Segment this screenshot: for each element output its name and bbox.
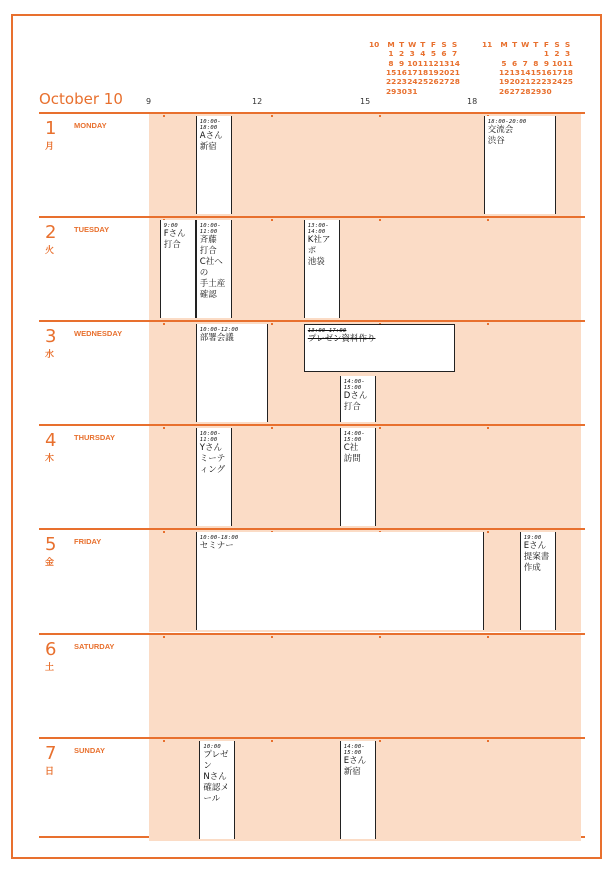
hour-tick [379,740,381,742]
mini-calendar-date[interactable]: 28 [449,77,460,87]
mini-calendar-date[interactable]: 26 [499,86,510,96]
day-name: TUESDAY [74,225,110,234]
mini-calendar-weekday: S [564,40,571,49]
mini-calendar-date[interactable]: 8 [533,58,539,68]
event-block[interactable] [196,324,268,422]
mini-calendar-date[interactable]: 18 [417,67,429,77]
day-kanji: 日 [45,766,55,776]
mini-calendar-date[interactable]: 28 [520,86,531,96]
mini-calendar-date[interactable]: 15 [386,67,397,77]
mini-calendar-weekday: W [521,40,530,49]
day-name: SUNDAY [74,746,105,755]
event-block[interactable] [340,376,376,422]
mini-calendar-date[interactable]: 13 [439,58,450,68]
event-text: 部署会議 [199,333,234,343]
mini-calendar-date[interactable]: 5 [430,49,436,59]
hour-tick [163,323,165,325]
hour-tick [271,636,273,638]
event-time: 13:00-14:00 [307,223,329,235]
day-kanji: 火 [45,245,55,255]
hour-tick [487,427,489,429]
event-text: Fさん 打合 [163,229,186,250]
mini-calendar-weekday: S [451,40,458,49]
mini-calendar-date[interactable]: 16 [396,67,407,77]
hour-tick [163,115,165,117]
mini-calendar-date[interactable]: 6 [441,49,447,59]
day-kanji: 月 [45,141,55,151]
mini-calendar-date[interactable]: 23 [541,77,552,87]
mini-calendar-month: 11 [482,40,493,49]
hour-tick [487,636,489,638]
event-text: プレゼン Nさん 確認メール [203,750,229,804]
mini-calendar-date[interactable]: 9 [543,58,549,68]
mini-calendar-date[interactable]: 27 [509,86,520,96]
event-block[interactable] [199,741,235,839]
hour-tick [271,427,273,429]
mini-calendar-date[interactable]: 26 [428,77,439,87]
mini-calendar-weekday: T [420,40,426,49]
event-time: 10:00-18:00 [199,535,239,541]
event-text: プレゼン資料作り [307,334,376,344]
day-kanji: 水 [45,349,55,359]
event-text: C社 訪問 [343,443,361,464]
mini-calendar-date[interactable]: 13 [509,67,520,77]
event-time: 14:00-15:00 [343,379,365,391]
mini-calendar-date[interactable]: 29 [530,86,542,96]
event-time: 14:00-15:00 [343,744,365,756]
event-block[interactable] [304,220,340,318]
event-block[interactable] [520,532,556,630]
mini-calendar-date[interactable]: 1 [388,49,394,59]
hour-tick [379,219,381,221]
hour-tick [271,219,273,221]
day-name: MONDAY [74,121,107,130]
hour-tick [487,740,489,742]
event-time: 18:00-20:00 [487,119,527,125]
hour-tick [163,531,165,533]
mini-calendar-weekday: S [441,40,447,49]
day-number: 2 [45,222,57,243]
hour-tick [379,115,381,117]
mini-calendar-date[interactable]: 22 [530,77,542,87]
mini-calendar-date[interactable]: 7 [452,49,458,59]
mini-calendar-date[interactable]: 2 [554,49,560,59]
mini-calendar-date[interactable]: 21 [520,77,531,87]
mini-calendar-date[interactable]: 27 [439,77,450,87]
mini-calendar-date[interactable]: 12 [499,67,510,77]
event-block[interactable] [340,741,376,839]
mini-calendar-date[interactable]: 10 [407,58,418,68]
mini-calendar-date[interactable]: 8 [388,58,394,68]
event-time: 10:00-11:00 [199,223,221,235]
day-number: 6 [45,639,57,660]
day-kanji: 金 [45,557,55,567]
mini-calendar-weekday: T [512,40,518,49]
mini-calendar-weekday: W [408,40,417,49]
mini-calendar-date[interactable]: 11 [562,58,573,68]
mini-calendar-date[interactable]: 7 [522,58,528,68]
mini-calendar-date[interactable]: 3 [565,49,571,59]
mini-calendar-weekday: S [554,40,560,49]
mini-calendar-date[interactable]: 1 [543,49,549,59]
mini-calendar-date[interactable]: 6 [512,58,518,68]
mini-calendar-date[interactable]: 23 [396,77,407,87]
event-text: K社アポ 池袋 [307,235,331,267]
event-text: セミナー [199,541,234,551]
mini-calendar-date[interactable]: 24 [407,77,418,87]
mini-calendar-date[interactable]: 21 [449,67,460,77]
mini-calendar-date[interactable]: 31 [407,86,418,96]
mini-calendar-date[interactable]: 30 [396,86,407,96]
mini-calendar-date[interactable]: 11 [417,58,429,68]
mini-calendar-date[interactable]: 14 [449,58,460,68]
event-time: 9:00 [163,223,178,229]
day-name: THURSDAY [74,433,115,442]
mini-calendar-weekday: M [387,40,395,49]
mini-calendar-date[interactable]: 12 [428,58,439,68]
event-time: 10:00-11:00 [199,431,221,443]
hour-tick [163,636,165,638]
mini-calendar-date[interactable]: 19 [499,77,510,87]
mini-calendar-date[interactable]: 25 [417,77,429,87]
hour-tick [271,323,273,325]
event-time: 10:00-12:00 [199,327,239,333]
event-time: 13:00-17:00 [307,328,347,334]
day-band [149,635,581,737]
event-text: 斉藤 打合 C社への 手土産 確認 [199,235,226,300]
mini-calendar-date[interactable]: 14 [520,67,531,77]
mini-calendar-date[interactable]: 22 [386,77,397,87]
day-number: 3 [45,326,57,347]
mini-calendar-date[interactable]: 5 [501,58,507,68]
mini-calendar-date[interactable]: 30 [541,86,552,96]
hour-label: 9 [146,97,152,106]
day-kanji: 木 [45,453,55,463]
hour-label: 12 [252,97,263,106]
mini-calendar-date[interactable]: 25 [562,77,573,87]
event-text: 交流会 渋谷 [487,125,514,146]
event-block[interactable] [160,220,196,318]
mini-calendar-weekday: T [533,40,539,49]
mini-calendar-date[interactable]: 17 [552,67,563,77]
event-block[interactable] [196,428,232,526]
day-number: 1 [45,118,57,139]
event-time: 10:00-18:00 [199,119,221,131]
hour-tick [379,636,381,638]
mini-calendar-date[interactable]: 4 [420,49,426,59]
hour-tick [487,323,489,325]
mini-calendar-weekday: M [500,40,508,49]
mini-calendar-date[interactable]: 9 [399,58,405,68]
mini-calendar-weekday: F [543,40,549,49]
event-time: 19:00 [523,535,542,541]
event-block[interactable] [196,532,484,630]
hour-tick [271,115,273,117]
event-text: Yさん ミーティング [199,443,226,475]
mini-calendar-weekday: F [430,40,436,49]
mini-calendar-date[interactable]: 17 [407,67,418,77]
mini-calendar-date[interactable]: 18 [562,67,573,77]
hour-tick [379,427,381,429]
mini-calendar-date[interactable]: 2 [399,49,405,59]
hour-tick [487,531,489,533]
day-kanji: 土 [45,662,55,672]
mini-calendar-weekday: T [399,40,405,49]
event-block[interactable] [196,220,232,318]
day-number: 7 [45,743,57,764]
day-number: 4 [45,430,57,451]
day-name: SATURDAY [74,642,115,651]
day-number: 5 [45,534,57,555]
event-block[interactable] [304,324,455,372]
event-block[interactable] [484,116,556,214]
mini-calendar-date[interactable]: 10 [552,58,563,68]
hour-label: 18 [467,97,478,106]
mini-calendar-date[interactable]: 24 [552,77,563,87]
mini-calendar-date[interactable]: 16 [541,67,552,77]
mini-calendar-date[interactable]: 15 [530,67,542,77]
mini-calendar-date[interactable]: 19 [428,67,439,77]
event-text: Eさん 提案書 作成 [523,541,550,573]
mini-calendar-date[interactable]: 3 [409,49,415,59]
day-name: WEDNESDAY [74,329,123,338]
mini-calendar-date[interactable]: 20 [439,67,450,77]
hour-tick [487,219,489,221]
day-name: FRIDAY [74,537,102,546]
mini-calendar-date[interactable]: 29 [386,86,397,96]
event-time: 14:00-15:00 [343,431,365,443]
event-text: Aさん 新宿 [199,131,223,152]
page-title: October 10 [39,90,123,108]
mini-calendar-month: 10 [369,40,380,49]
event-time: 10:00 [203,744,221,750]
hour-label: 15 [360,97,371,106]
hour-tick [163,740,165,742]
hour-tick [163,427,165,429]
hour-tick [271,740,273,742]
event-block[interactable] [340,428,376,526]
event-block[interactable] [196,116,232,214]
event-text: Eさん 新宿 [343,756,367,777]
event-text: Dさん 打合 [343,391,368,412]
mini-calendar-date[interactable]: 20 [509,77,520,87]
